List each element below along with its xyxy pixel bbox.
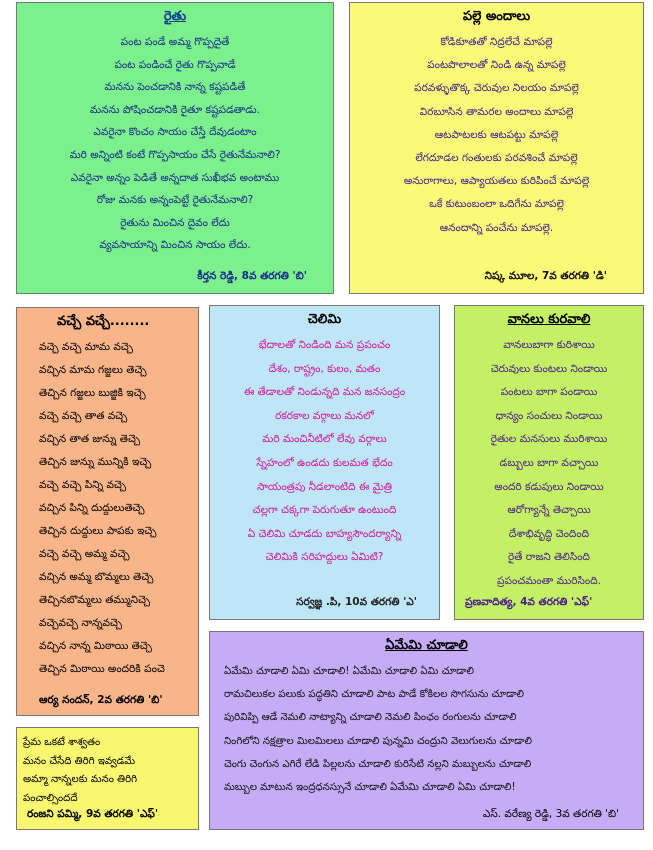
poem-line: దేశాభివృద్ధి చెందింది	[508, 527, 590, 540]
poem-line: వచ్చె వచ్చె మామ వచ్చె	[39, 341, 133, 353]
poem-line: చెలిమికి సరిహద్దులు ఏమిటి?	[265, 551, 384, 564]
poem-line: ఆటపాటలకు ఆటపట్టు మాపల్లె	[434, 128, 559, 141]
poem-line: అనురాగాలు, ఆప్యాయతలు కురిపించే మాపల్లె	[403, 175, 590, 188]
poem-line: తెచ్చిన మిఠాయి అందరికి పంచె	[39, 663, 165, 675]
poem-raithu	[16, 2, 334, 294]
poem-line: ఏమేమి చూడాలి ఏమి చూడాలి! ఏమేమి చూడాలి ఏమి చూడాలి	[224, 666, 475, 677]
poem-line: వచ్చిన మామ గజ్జలు తెచ్చె	[39, 364, 147, 376]
poem-line: వానలుబాగా కురిశాయి	[503, 339, 595, 351]
poem-line: మరి అన్నింటి కంటే గొప్పసాయం చేసే రైతునేమనాలి?	[69, 148, 281, 161]
poem-line: రామచిలుకల పలుకు పద్ధతిని చూడాలి పాట పాడే కోకిలల సొగసును చూడాలి	[224, 689, 524, 701]
poem-line: వచ్చె వచ్చె తాత వచ్చె	[39, 410, 128, 422]
poem-line: తెచ్చినబొమ్మలు తమ్మునిచ్చె	[39, 594, 150, 606]
poem-line: ఆరోగ్యాన్నే తెచ్చాయి	[507, 504, 591, 517]
poem-lines	[17, 734, 198, 808]
poem-line: ఎవరైనా అన్నం పెడితే అన్నదాత సుఖీభవ అంటాము	[70, 171, 280, 184]
poem-line: మనను పెంచడానికి నాన్న కష్టపడితే	[104, 81, 246, 94]
poem-title: రైతు	[163, 9, 187, 24]
poem-line: వచ్చిన తాత జున్ను తెచ్చె	[39, 433, 140, 445]
poem-line: పురివిప్పి ఆడే నెమలి నాట్యాన్ని చూడాలి నెమలి పింఛం రంగులను చూడాలి	[224, 712, 517, 724]
poem-author: ఆర్య నందన్, 2వ తరగతి 'బి'	[39, 694, 163, 706]
poem-line: రైతుల మనసులు మురిశాయి	[490, 433, 608, 446]
poem-line: వచ్చిన నాన్న మిఠాయి తెచ్చె	[39, 640, 152, 652]
poem-line: లేగదూడల గంతులకు పరవశించే మాపల్లె	[415, 152, 578, 165]
poem-prema	[16, 727, 199, 830]
poem-author: కీర్తన రెడ్డి, 8వ తరగతి 'బి'	[197, 270, 307, 282]
poem-title: వానలు కురవాలి	[507, 312, 591, 327]
poem-line: పంటలు బాగా పండాయి	[500, 386, 598, 399]
poem-line: పంచాల్సిందదే	[23, 792, 78, 804]
poem-line: పరవళ్ళుతొక్క చెరువుల నిలయం మాపల్లె	[414, 82, 579, 95]
poem-line: చెంగు చెంగున ఎగిరే లేడి పిల్లలను చూడాలి కురిసేటి నల్లని మబ్బులను చూడాలి	[224, 758, 532, 770]
poem-line: నింగిలోని నక్షత్రాల మిలమిలలు చూడాలి పున్నమి చంద్రుని వెలుగులను చూడాలి	[224, 735, 532, 747]
poem-line: ఎవరైనా కొంచం సాయం చేస్తే దేవుడంటాం	[93, 126, 257, 139]
poem-line: రకరకాల వర్గాలు మనలో	[275, 409, 374, 422]
poem-line: అమ్మా నాన్నలకు మనం తిరిగి	[23, 774, 138, 785]
poem-line: చెరువులు కుంటలు నిండాయి	[490, 362, 608, 375]
poem-line: రైతును మించిన దైవం లేదు	[120, 216, 230, 229]
poem-lines	[350, 31, 643, 240]
poem-lines	[210, 334, 439, 570]
poem-title: ఏమేమి చూడాలి	[385, 638, 468, 653]
poem-lines	[17, 31, 333, 257]
poem-line: మబ్బుల మాటున ఇంద్రధనస్సునే చూడాలి ఏమేమి చూడాలి ఏమి చూడాలి!	[224, 782, 516, 794]
poem-line: మనను పోషించడానికి రైతూ కష్టపడతాడు.	[90, 103, 260, 116]
poem-line: వచ్చిన అమ్మ బొమ్మలు తెచ్చె	[39, 571, 154, 583]
poem-line: వచ్చె వచ్చె అమ్మ వచ్చె	[39, 548, 130, 560]
poem-lines	[17, 336, 198, 681]
poem-line: డబ్బులు బాగా వచ్చాయి	[499, 456, 599, 469]
poem-line: విరబూసిన తామరల అందాలు మాపల్లె	[419, 105, 574, 118]
poem-line: పంటపొలాలతో నిండి ఉన్న మాపల్లె	[427, 59, 566, 72]
poem-line: ప్రేమ ఒకటే శాశ్వతం	[23, 737, 101, 748]
poem-title: చెలిమి	[307, 312, 342, 327]
poem-line: మరి మంచినీటిలో లేవు వర్గాలు	[262, 433, 387, 446]
poem-line: దేశం, రాష్ట్రం, కులం, మతం	[268, 362, 381, 375]
poem-vaanalu-kuravali	[454, 305, 644, 620]
poem-line: చల్లగా చక్కగా పెరుగుతూ ఉంటుంది	[252, 504, 397, 517]
poem-title: పల్లె అందాలు	[462, 9, 531, 24]
poem-line: రైతే రాజని తెలిసింది	[508, 551, 590, 564]
poem-author: ఎస్. వరేణ్య రెడ్డి, 3వ తరగతి 'బి'	[482, 808, 619, 820]
poem-line: వ్యవసాయాన్ని మించిన సాయం లేదు.	[99, 239, 251, 252]
poem-line: వచ్చె వచ్చె పిన్ని వచ్చె	[39, 479, 126, 491]
poem-line: పంట పండే అమ్మ గొప్పదైతే	[120, 36, 230, 48]
poem-line: తెచ్చిన దుద్దులు పాపకు ఇచ్చె	[39, 525, 157, 537]
poem-line: అందరి కడుపులు నిండాయి	[494, 480, 604, 493]
poem-line: రోజు మనకు అన్నంపెట్టే రైతునేమనాలి?	[96, 194, 254, 207]
poem-line: కోడికూతతో నిద్రలేచే మాపల్లె	[440, 36, 553, 48]
poem-line: తెచ్చిన జున్ను మున్నికి ఇచ్చె	[39, 456, 152, 468]
poem-line: ఒకే కుటుంబంలా ఒదిగేను మాపల్లె	[429, 198, 564, 211]
poem-vacche-vacche	[16, 307, 199, 716]
poem-lines	[455, 334, 643, 594]
poem-yememi-choodali	[209, 631, 644, 830]
poem-line: వచ్చెవచ్చె నాన్నవచ్చె	[39, 617, 122, 629]
poem-line: ప్రపంచమంతా మురిసింది.	[497, 574, 601, 587]
poem-title: వచ్చే వచ్చే........	[57, 314, 150, 329]
poem-line: భేదాలతో నిండింది మన ప్రపంచం	[258, 339, 391, 351]
poem-line: వచ్చిన పిన్ని దుద్దులుతెచ్చె	[39, 502, 145, 514]
poem-author: రంజని పమ్మి, 9వ తరగతి 'ఎఫ్'	[27, 808, 159, 820]
poem-author: సర్వజ్ఞ .పి, 10వ తరగతి 'ఎ'	[296, 596, 417, 608]
poem-chelimi	[209, 305, 440, 620]
poem-palle-andalu	[349, 2, 644, 294]
poem-line: ధాన్యం సంచులు నిండాయి	[495, 409, 603, 422]
poem-line: ఈ తేడాలతో నిండున్నది మన జనసంద్రం	[243, 386, 406, 399]
poem-line: ఏ చెలిమి చూడదు బాహ్యసౌందర్యాన్ని	[247, 527, 402, 540]
poem-line: పంట పండించే రైతు గొప్పవాడే	[114, 58, 236, 71]
poem-line: సాయంత్రపు నీడలాంటిది ఈ మైత్రి	[257, 480, 392, 493]
poem-line: స్నేహంలో ఉండదు కులమత భేదం	[256, 456, 393, 469]
poem-author: నిష్క మూల, 7వ తరగతి 'డి'	[484, 270, 607, 282]
poem-author: ప్రణవాదిత్య, 4వ తరగతి 'ఎఫ్'	[465, 596, 593, 608]
poem-lines	[210, 660, 643, 799]
poem-line: తెచ్చిన గజ్జలు బుజ్జికి ఇచ్చె	[39, 387, 146, 399]
poem-line: మనం చేసేది తిరిగి ఇవ్వడమే	[23, 755, 135, 767]
poem-line: ఆనందాన్ని పంచేను మాపల్లె.	[439, 221, 554, 234]
